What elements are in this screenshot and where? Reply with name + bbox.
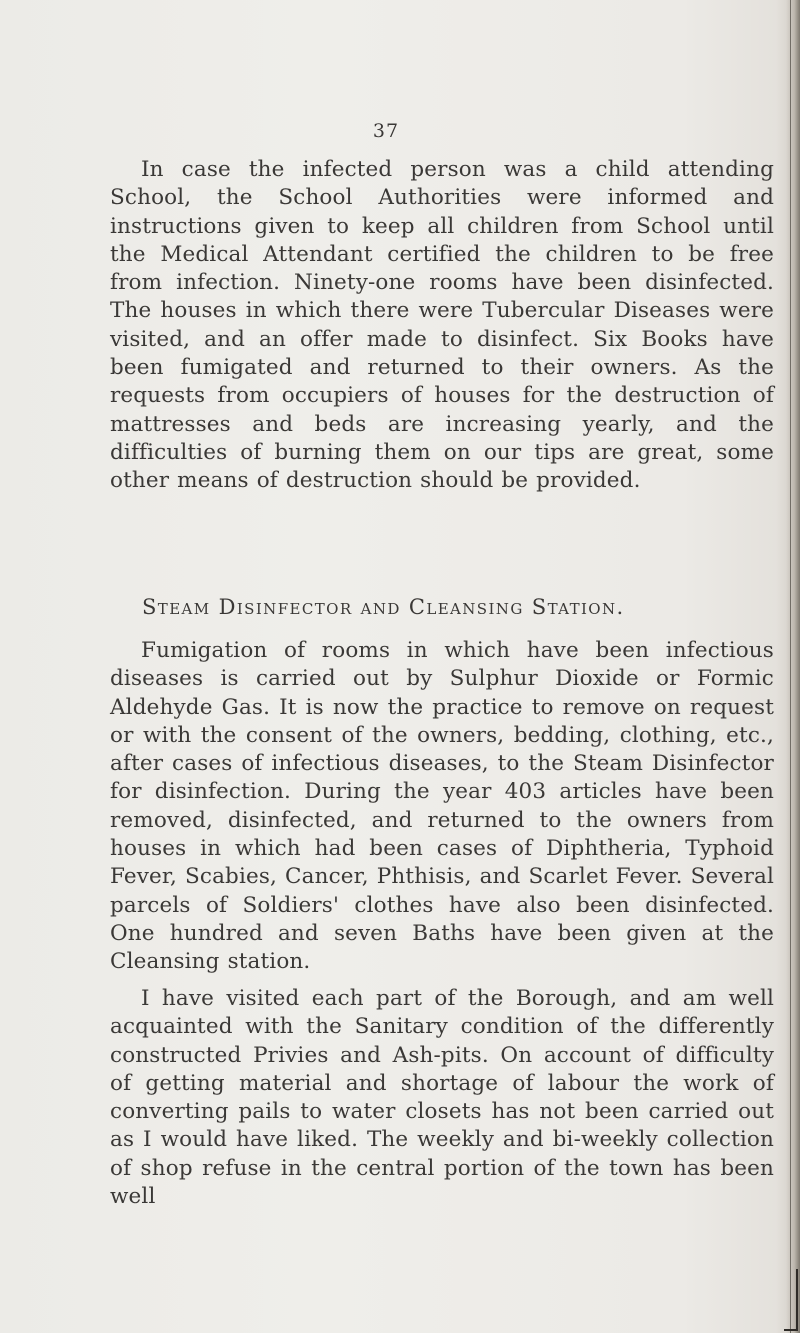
paragraph-fumigation: Fumigation of rooms in which have been infectious diseases is carried out by Sulphur Dioxide or Formic Aldehyde Gas. It is now the practice to remove on request or with the consent of the owners, bedding, clothing, etc., after cases of infectious diseases, to the Steam Disinfector for disinfection. During the year 403 articles have been removed, disinfected, and returned to the owners from houses in which had been cases of Diphtheria, Typhoid Fever, Scabies, Cancer, Phthisis, and Scarlet Fever. Several parcels of Soldiers' clothes have also been disinfected. One hundred and seven Baths have been given at the Cleansing station.	[110, 638, 774, 975]
page-edge-line	[790, 0, 791, 1333]
paragraph-borough-visits: I have visited each part of the Borough, and am well acquainted with the Sanitary condition of the differently constructed Privies and Ash-pits. On account of difficulty of getting material and shortage of labour the work of converting pails to water closets has not been carried out as I would have liked. The weekly and bi-weekly collection of shop refuse in the central portion of the town has been well	[110, 986, 774, 1210]
page-number: 37	[372, 120, 400, 142]
section-heading: Steam Disinfector and Cleansing Station.	[142, 595, 625, 619]
paragraph-school-infection: In case the infected person was a child attending School, the School Authorities were informed and instructions given to keep all children from School until the Medical Attendant certified the children to be free from infection. Ninety-one rooms have been disinfected. The houses in which there were Tubercular Diseases were visited, and an offer made to disinfect. Six Books have been fumigated and returned to their owners. As the requests from occupiers of houses for the destruction of mattresses and beds are increasing yearly, and the difficulties of burning them on our tips are great, some other means of destruction should be provided.	[110, 157, 774, 494]
corner-mark	[784, 1269, 798, 1331]
page-edge-shadow	[786, 0, 800, 1333]
